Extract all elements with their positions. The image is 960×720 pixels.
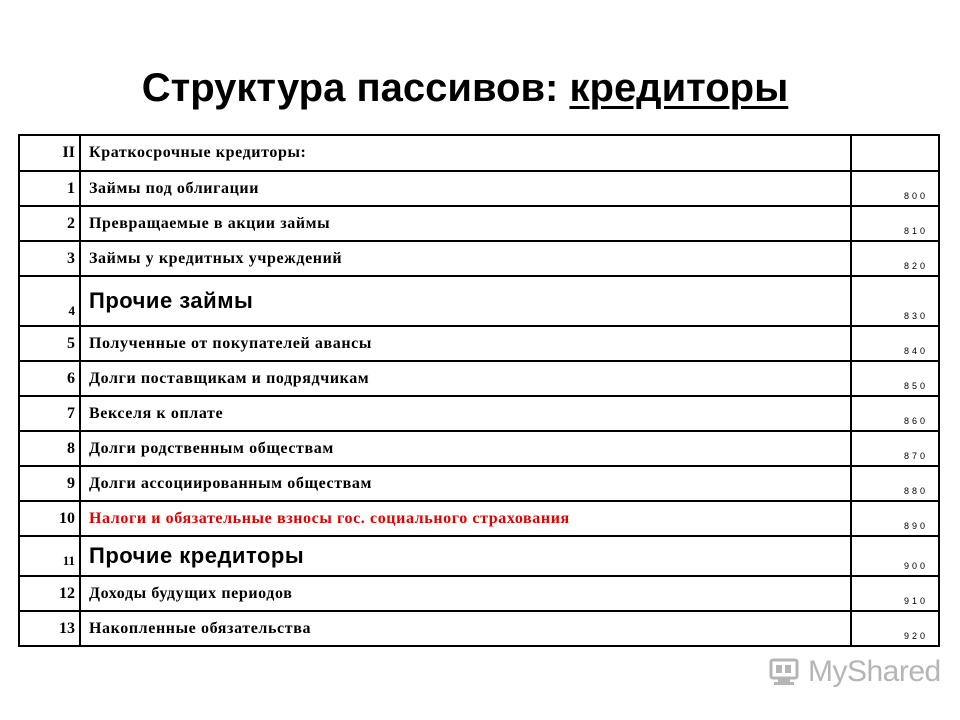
row-code: 800 [851, 171, 939, 206]
table-row [19, 501, 939, 536]
row-code: 890 [851, 501, 939, 536]
table-row [19, 276, 939, 326]
row-number: 10 [19, 501, 80, 536]
table-row [19, 611, 939, 646]
row-number: 6 [19, 361, 80, 396]
row-name: Долги ассоциированным обществам [80, 466, 851, 501]
myshared-logo-icon [768, 657, 802, 687]
table-row [19, 536, 939, 576]
row-number: 2 [19, 206, 80, 241]
row-code: 870 [851, 431, 939, 466]
row-name: Займы у кредитных учреждений [80, 241, 851, 276]
liabilities-table-body [19, 135, 939, 646]
table-row [19, 135, 939, 171]
row-name: Полученные от покупателей авансы [80, 326, 851, 361]
table-row [19, 466, 939, 501]
row-name: Превращаемые в акции займы [80, 206, 851, 241]
row-code: 840 [851, 326, 939, 361]
row-number: 5 [19, 326, 80, 361]
page-title [0, 66, 930, 111]
row-code [851, 135, 939, 171]
row-code: 830 [851, 276, 939, 326]
row-number: 4 [19, 276, 80, 326]
row-code: 820 [851, 241, 939, 276]
row-name: Займы под облигации [80, 171, 851, 206]
table-row [19, 576, 939, 611]
watermark-logo [768, 655, 941, 689]
table-row [19, 361, 939, 396]
row-code: 880 [851, 466, 939, 501]
row-name: Долги поставщикам и подрядчикам [80, 361, 851, 396]
table-row [19, 396, 939, 431]
row-number: 13 [19, 611, 80, 646]
row-code: 900 [851, 536, 939, 576]
row-name: Налоги и обязательные взносы гос. социального страхования [80, 501, 851, 536]
row-number: II [19, 135, 80, 171]
row-number: 1 [19, 171, 80, 206]
table-row [19, 431, 939, 466]
row-code: 810 [851, 206, 939, 241]
table-row [19, 241, 939, 276]
title-prefix: Структура пассивов: [141, 66, 570, 110]
table-row [19, 326, 939, 361]
row-code: 860 [851, 396, 939, 431]
row-number: 12 [19, 576, 80, 611]
row-name: Долги родственным обществам [80, 431, 851, 466]
title-underlined-word: кредиторы [569, 66, 789, 110]
table-row [19, 206, 939, 241]
row-number: 3 [19, 241, 80, 276]
row-name: Краткосрочные кредиторы: [80, 135, 851, 171]
row-number: 7 [19, 396, 80, 431]
row-name: Накопленные обязательства [80, 611, 851, 646]
row-name: Доходы будущих периодов [80, 576, 851, 611]
liabilities-table [18, 134, 940, 647]
table-row [19, 171, 939, 206]
row-code: 920 [851, 611, 939, 646]
row-code: 910 [851, 576, 939, 611]
row-name: Прочие займы [80, 276, 851, 326]
row-code: 850 [851, 361, 939, 396]
row-name: Прочие кредиторы [80, 536, 851, 576]
watermark-text: MyShared [808, 655, 941, 688]
row-name: Векселя к оплате [80, 396, 851, 431]
row-number: 8 [19, 431, 80, 466]
row-number: 11 [19, 536, 80, 576]
row-number: 9 [19, 466, 80, 501]
